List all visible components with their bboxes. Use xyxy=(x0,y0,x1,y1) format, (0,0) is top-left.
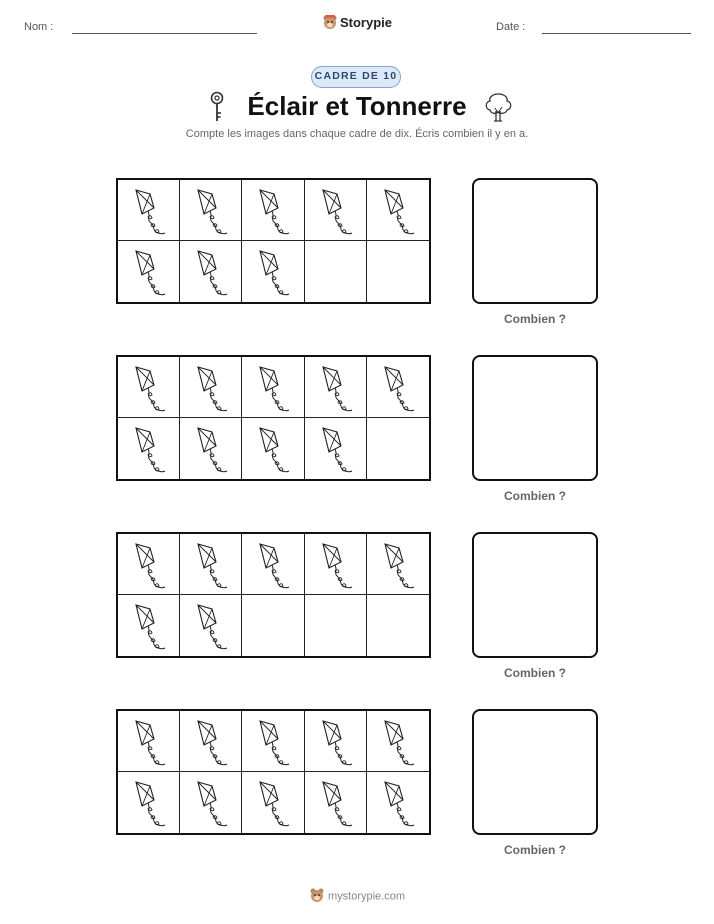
footer-site: mystorypie.com xyxy=(327,890,406,903)
ten-frame-cell xyxy=(305,180,367,241)
ten-frame-cell xyxy=(118,418,180,479)
ten-frame-cell xyxy=(118,241,180,302)
ten-frame-cell xyxy=(242,241,304,302)
ten-frame-cell xyxy=(305,241,367,302)
ten-frame-cell xyxy=(305,772,367,833)
answer-box[interactable] xyxy=(472,709,598,835)
ten-frame-cell xyxy=(305,595,367,656)
ten-frame-cell xyxy=(242,772,304,833)
ten-frame-cell xyxy=(180,534,242,595)
ten-frame-cell xyxy=(180,772,242,833)
ten-frame xyxy=(116,178,431,304)
ten-frame-cell xyxy=(118,711,180,772)
ten-frame-cell xyxy=(180,418,242,479)
name-line[interactable] xyxy=(72,33,257,34)
answer-label: Combien ? xyxy=(504,312,566,326)
ten-frame-cell xyxy=(305,711,367,772)
date-line[interactable] xyxy=(542,33,691,34)
ten-frame-cell xyxy=(367,534,429,595)
instructions: Compte les images dans chaque cadre de dix. Écris combien il y en a. xyxy=(185,128,529,140)
ten-frame-cell xyxy=(242,711,304,772)
ten-frame-cell xyxy=(242,357,304,418)
ten-frame-cell xyxy=(367,241,429,302)
ten-frame-cell xyxy=(367,772,429,833)
ten-frame-cell xyxy=(367,711,429,772)
ten-frame-cell xyxy=(242,418,304,479)
answer-box[interactable] xyxy=(472,178,598,304)
ten-frame-cell xyxy=(118,180,180,241)
answer-box[interactable] xyxy=(472,355,598,481)
ten-frame-cell xyxy=(367,595,429,656)
ten-frame-cell xyxy=(367,418,429,479)
ten-frame-cell xyxy=(180,357,242,418)
bear-logo-icon xyxy=(309,887,325,906)
ten-frame-cell xyxy=(242,180,304,241)
name-label: Nom : xyxy=(24,21,54,33)
answer-label: Combien ? xyxy=(504,666,566,680)
bear-logo-icon xyxy=(322,14,338,33)
ten-frame-cell xyxy=(180,595,242,656)
page-title: Éclair et Tonnerre xyxy=(247,91,467,121)
ten-frame-cell xyxy=(118,595,180,656)
footer xyxy=(0,887,714,906)
ten-frame-cell xyxy=(180,711,242,772)
ten-frame-cell xyxy=(180,241,242,302)
ten-frame-cell xyxy=(305,418,367,479)
tree-icon xyxy=(481,91,515,128)
ten-frame-cell xyxy=(242,595,304,656)
ten-frame xyxy=(116,709,431,835)
ten-frame xyxy=(116,532,431,658)
ten-frame-cell xyxy=(118,357,180,418)
ten-frame-cell xyxy=(367,180,429,241)
answer-label: Combien ? xyxy=(504,843,566,857)
ten-frame-cell xyxy=(367,357,429,418)
ten-frame-cell xyxy=(180,180,242,241)
brand-name: Storypie xyxy=(339,14,392,30)
brand-logo xyxy=(0,14,714,33)
category-badge: CADRE DE 10 xyxy=(311,66,401,88)
ten-frame-cell xyxy=(118,534,180,595)
ten-frame-cell xyxy=(118,772,180,833)
ten-frame-cell xyxy=(242,534,304,595)
ten-frame xyxy=(116,355,431,481)
answer-label: Combien ? xyxy=(504,489,566,503)
ten-frame-cell xyxy=(305,534,367,595)
answer-box[interactable] xyxy=(472,532,598,658)
date-label: Date : xyxy=(496,21,526,33)
ten-frame-cell xyxy=(305,357,367,418)
